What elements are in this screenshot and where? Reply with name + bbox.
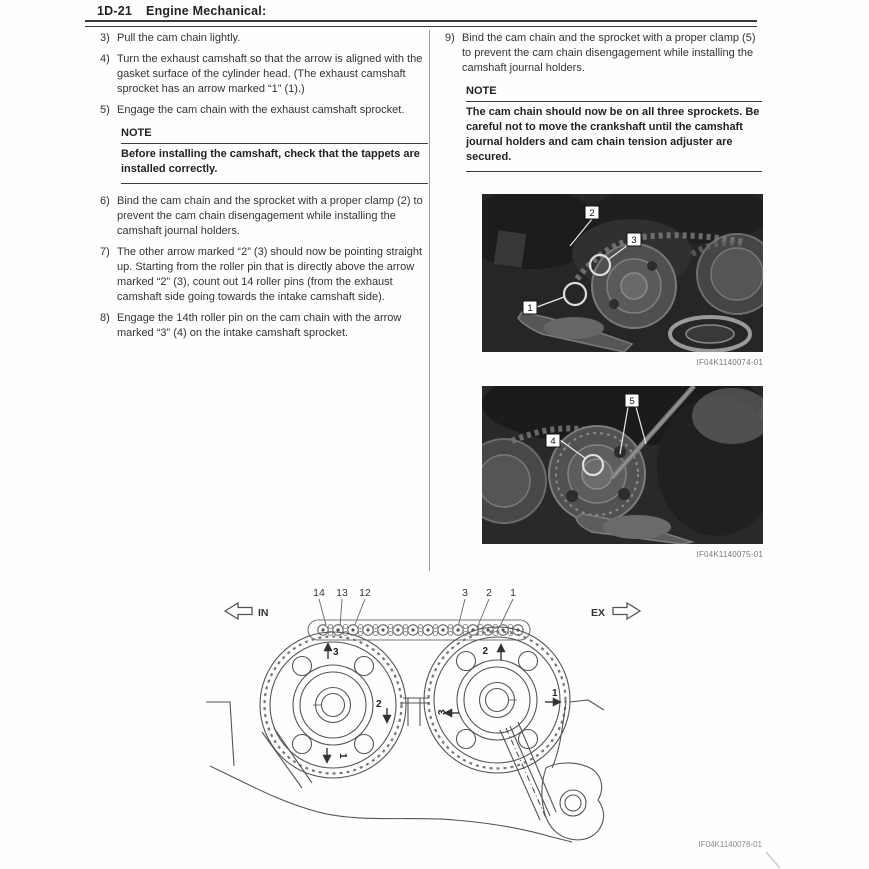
- photo-2-caption: IF04K1140075-01: [696, 550, 763, 559]
- photo-figure-2: [482, 386, 763, 562]
- callout-5-label: 5: [629, 396, 635, 407]
- section-number: 1D-21: [97, 4, 133, 18]
- step-4: [100, 52, 428, 97]
- callout-3-label: 3: [631, 235, 637, 246]
- step-number: 6): [100, 195, 110, 207]
- step-text: The other arrow marked “2” (3) should now be pointing straight up. Starting from the roller pin that is directly above the arrow marked “2” (3), count out 14 roller pins (from the exhaust camshaft side going towards the intake camshaft side).: [117, 246, 423, 303]
- column-divider: [429, 30, 430, 571]
- exhaust-arrow-top-label: 2: [482, 646, 488, 657]
- exhaust-sprocket: [424, 627, 570, 773]
- step-number: 5): [100, 104, 110, 116]
- note-label: NOTE: [466, 84, 762, 102]
- exhaust-arrow-left-label: 3: [437, 709, 448, 715]
- page-title: Engine Mechanical:: [146, 4, 267, 18]
- callout-2: [585, 206, 599, 219]
- callout-1: [523, 301, 537, 314]
- left-column: [100, 31, 428, 347]
- step-text: Bind the cam chain and the sprocket with a proper clamp (2) to prevent the cam chain disengagement while installing the camshaft journal holders.: [117, 195, 423, 237]
- scan-artifact: [766, 852, 780, 868]
- intake-arrow-bottom-label: 1: [337, 753, 348, 759]
- callout-3: [627, 233, 641, 246]
- callout-1-label: 1: [527, 303, 533, 314]
- pin-label-1: 1: [510, 587, 516, 599]
- intake-label: IN: [258, 607, 269, 619]
- callout-4: [546, 434, 560, 447]
- note-text: Before installing the camshaft, check that the tappets are installed correctly.: [121, 144, 428, 184]
- step-7: [100, 245, 428, 305]
- pin-label-2: 2: [486, 587, 492, 599]
- photo-1-caption: IF04K1140074-01: [696, 358, 763, 367]
- pin-label-13: 13: [336, 587, 348, 599]
- step-5: [100, 103, 428, 118]
- step-number: 7): [100, 246, 110, 258]
- header-rule: [85, 20, 757, 27]
- photo-figure-1: [482, 194, 763, 370]
- exhaust-label: EX: [591, 607, 606, 619]
- step-number: 8): [100, 312, 110, 324]
- pin-label-3: 3: [462, 587, 468, 599]
- cam-timing-diagram: [200, 580, 792, 869]
- step-8: [100, 311, 428, 341]
- note-block-left: [121, 126, 428, 184]
- intake-arrow-right-label: 2: [376, 699, 382, 710]
- step-9: [445, 31, 762, 76]
- pin-label-14: 14: [313, 587, 325, 599]
- exhaust-arrow-right-label: 1: [552, 688, 558, 699]
- engine-photo-1: [482, 194, 763, 352]
- note-text: The cam chain should now be on all three sprockets. Be careful not to move the crankshaft until the camshaft journal holders and cam chain tension adjuster are secured.: [466, 102, 762, 172]
- intake-direction-arrow: [225, 603, 252, 619]
- step-3: [100, 31, 428, 46]
- right-column: [445, 31, 762, 562]
- step-6: [100, 194, 428, 239]
- note-label: NOTE: [121, 126, 428, 144]
- callout-2-label: 2: [589, 208, 595, 219]
- step-text: Engage the 14th roller pin on the cam chain with the arrow marked “3” (4) on the intake camshaft sprocket.: [117, 312, 402, 339]
- step-text: Engage the cam chain with the exhaust camshaft sprocket.: [117, 104, 405, 116]
- note-block-right: [466, 84, 762, 172]
- diagram-caption: IF04K1140076-01: [698, 840, 762, 849]
- callout-4-label: 4: [550, 436, 556, 447]
- step-number: 3): [100, 32, 110, 44]
- callout-5: [625, 394, 639, 407]
- step-text: Bind the cam chain and the sprocket with a proper clamp (5) to prevent the cam chain disengagement while installing the camshaft journal holders.: [462, 32, 756, 74]
- step-text: Turn the exhaust camshaft so that the arrow is aligned with the gasket surface of the cylinder head. (The exhaust camshaft sprocket has an arrow marked “1” (1).): [117, 53, 423, 95]
- step-text: Pull the cam chain lightly.: [117, 32, 241, 44]
- exhaust-direction-arrow: [613, 603, 640, 619]
- engine-photo-2: [482, 386, 763, 544]
- step-number: 4): [100, 53, 110, 65]
- page-header: [97, 4, 266, 18]
- step-number: 9): [445, 32, 455, 44]
- pin-leader-lines: [319, 599, 513, 628]
- intake-arrow-top-label: 3: [333, 647, 339, 658]
- pin-label-12: 12: [359, 587, 371, 599]
